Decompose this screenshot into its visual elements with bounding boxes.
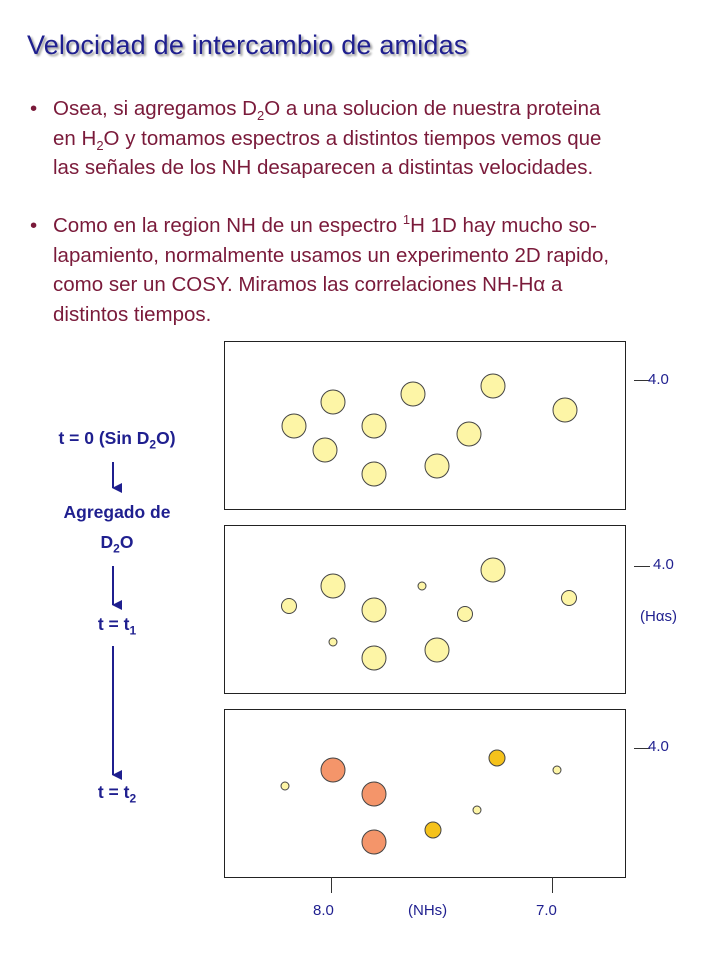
peak xyxy=(458,607,473,622)
y-axis-unit: (Hαs) xyxy=(640,608,677,625)
peak xyxy=(362,646,386,670)
peak xyxy=(281,782,289,790)
peak xyxy=(321,574,345,598)
x-tick-label-right: 7.0 xyxy=(536,902,557,919)
paragraph-2-line-1: Como en la region NH de un espectro $^1$H 1D hay mucho so- xyxy=(53,212,597,237)
paragraph-2-line-2: lapamiento, normalmente usamos un experimento 2D rapido, xyxy=(53,243,610,267)
peak xyxy=(362,830,386,854)
peaks-t2 xyxy=(225,710,625,877)
y-tick-label-3: 4.0 xyxy=(648,738,669,755)
peak xyxy=(425,638,449,662)
spectrum-panel-t0 xyxy=(224,341,626,510)
label-t0: t = 0 (Sin $D_2O$) xyxy=(58,428,176,452)
spectrum-panel-t2 xyxy=(224,709,626,878)
peak xyxy=(282,599,297,614)
peak xyxy=(362,782,386,806)
y-tick-mark-2 xyxy=(634,566,650,567)
x-tick-label-left: 8.0 xyxy=(313,902,334,919)
peak xyxy=(473,806,481,814)
peak xyxy=(553,398,577,422)
peak xyxy=(489,750,505,766)
peak xyxy=(425,454,449,478)
peak xyxy=(362,598,386,622)
peak xyxy=(425,822,441,838)
bullet: • xyxy=(30,97,38,120)
label-agregado: Agregado de $D_2O$ xyxy=(63,502,171,556)
peak xyxy=(321,390,345,414)
peaks-t0 xyxy=(225,342,625,509)
peak xyxy=(481,374,505,398)
paragraph-2-line-4: distintos tiempos. xyxy=(53,302,212,326)
peak xyxy=(282,414,306,438)
peaks-t1 xyxy=(225,526,625,693)
peak xyxy=(481,558,505,582)
peak xyxy=(321,758,345,782)
paragraph-1-line-3: las señales de los NH desaparecen a distintas velocidades. xyxy=(53,156,594,179)
peak xyxy=(313,438,337,462)
spectrum-panel-t1 xyxy=(224,525,626,694)
peak xyxy=(362,414,386,438)
x-axis-unit: (NHs) xyxy=(408,902,448,919)
peak xyxy=(362,462,386,486)
slide-title: Velocidad de intercambio de amidas xyxy=(27,30,468,60)
peak xyxy=(457,422,481,446)
peak xyxy=(553,766,561,774)
peak xyxy=(418,582,426,590)
y-tick-label-2: 4.0 xyxy=(653,556,674,573)
paragraph-1-line-2: en $H_2O$ y tomamos espectros a distintos tiempos vemos que xyxy=(53,126,602,153)
label-t1: $t = t_1$ xyxy=(97,614,137,638)
peak xyxy=(562,591,577,606)
label-t2: $t = t_2$ xyxy=(97,782,137,806)
bullet: • xyxy=(30,214,38,237)
y-tick-label-1: 4.0 xyxy=(648,371,669,388)
x-tick-mark-right xyxy=(552,877,553,893)
x-tick-mark-left xyxy=(331,877,332,893)
paragraph-2-line-3: como ser un COSY. Miramos las correlaciones NH-Hα a xyxy=(53,273,563,296)
peak xyxy=(401,382,425,406)
peak xyxy=(329,638,337,646)
paragraph-1-line-1: Osea, si agregamos $D_2O$ a una solucion de nuestra proteina xyxy=(53,97,601,124)
